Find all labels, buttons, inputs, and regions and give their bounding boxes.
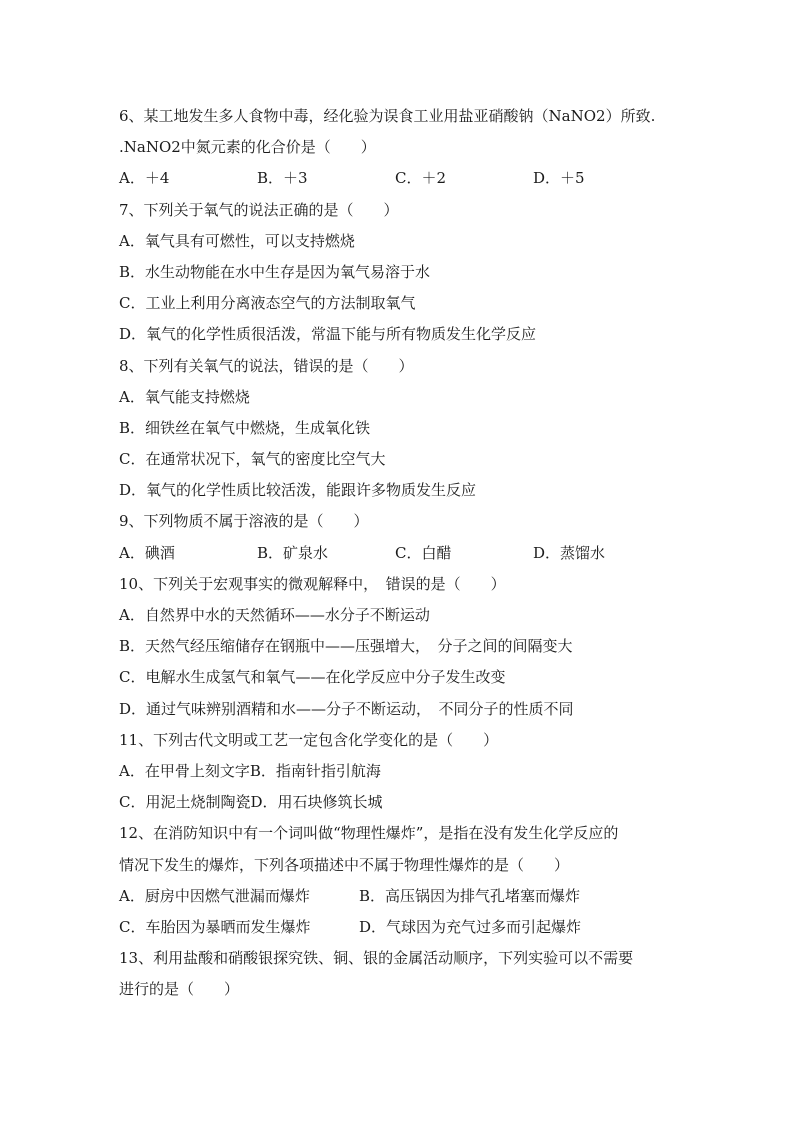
q8-option-d: D．氧气的化学性质比较活泼，能跟许多物质发生反应	[119, 481, 477, 500]
q9-option-c: C．白醋	[395, 543, 452, 562]
q6-option-a: A．＋4	[119, 169, 170, 188]
q12-option-a: A．厨房中因燃气泄漏而爆炸	[119, 886, 310, 905]
q10-option-a: A．自然界中水的天然循环——水分子不断运动	[119, 606, 430, 624]
q7-option-d: D．氧气的化学性质很活泼，常温下能与所有物质发生化学反应	[119, 325, 537, 344]
q11-options-ab: A．在甲骨上刻文字B．指南针指引航海	[119, 761, 381, 780]
q13-stem-line2: 进行的是（ ）	[119, 980, 240, 999]
q11-stem: 11、下列古代文明或工艺一定包含化学变化的是（ ）	[119, 730, 499, 749]
q8-option-a: A．氧气能支持燃烧	[119, 387, 250, 406]
q6-stem-line2: .NaNO2中氮元素的化合价是（ ）	[119, 138, 376, 157]
q9-stem: 9、下列物质不属于溶液的是（ ）	[119, 512, 369, 531]
q6-stem-line1: 6、某工地发生多人食物中毒，经化验为误食工业用盐亚硝酸钠（NaNO2）所致.	[119, 107, 656, 125]
q7-stem: 7、下列关于氧气的说法正确的是（ ）	[119, 200, 399, 219]
q12-option-b: B．高压锅因为排气孔堵塞而爆炸	[359, 886, 581, 905]
q10-option-b: B．天然气经压缩储存在钢瓶中——压强增大， 分子之间的间隔变大	[119, 637, 573, 656]
q6-option-b: B．＋3	[257, 169, 308, 188]
q12-stem-line1: 12、在消防知识中有一个词叫做“物理性爆炸”，是指在没有发生化学反应的	[119, 824, 619, 843]
q6-option-d: D．＋5	[533, 169, 585, 188]
q9-option-b: B．矿泉水	[257, 543, 329, 562]
q11-options-cd: C．用泥土烧制陶瓷D．用石块修筑长城	[119, 793, 383, 812]
q12-options-ab	[119, 881, 719, 912]
q12-options-cd	[119, 912, 719, 943]
q13-stem-line1: 13、利用盐酸和硝酸银探究铁、铜、银的金属活动顺序，下列实验可以不需要	[119, 949, 634, 968]
q9-option-d: D．蒸馏水	[533, 543, 606, 562]
q10-option-d: D．通过气味辨别酒精和水——分子不断运动， 不同分子的性质不同	[119, 699, 574, 718]
q9-option-a: A．碘酒	[119, 543, 175, 562]
q9-options	[119, 538, 719, 569]
q8-option-b: B．细铁丝在氧气中燃烧，生成氧化铁	[119, 418, 371, 437]
q7-option-b: B．水生动物能在水中生存是因为氧气易溶于水	[119, 262, 431, 281]
question-list	[119, 101, 719, 1005]
q12-stem-line2: 情况下发生的爆炸，下列各项描述中不属于物理性爆炸的是（ ）	[119, 855, 570, 874]
q6-option-c: C．＋2	[395, 169, 447, 188]
q10-option-c: C．电解水生成氢气和氧气——在化学反应中分子发生改变	[119, 668, 506, 687]
q6-options	[119, 163, 719, 194]
q10-stem: 10、下列关于宏观事实的微观解释中， 错误的是（ ）	[119, 574, 506, 593]
q8-option-c: C．在通常状况下，氧气的密度比空气大	[119, 450, 386, 469]
q8-stem: 8、下列有关氧气的说法，错误的是（ ）	[119, 356, 414, 375]
q12-option-c: C．车胎因为暴晒而发生爆炸	[119, 917, 311, 936]
q12-option-d: D．气球因为充气过多而引起爆炸	[359, 917, 582, 936]
q7-option-c: C．工业上利用分离液态空气的方法制取氧气	[119, 294, 416, 313]
q7-option-a: A．氧气具有可燃性，可以支持燃烧	[119, 231, 355, 250]
